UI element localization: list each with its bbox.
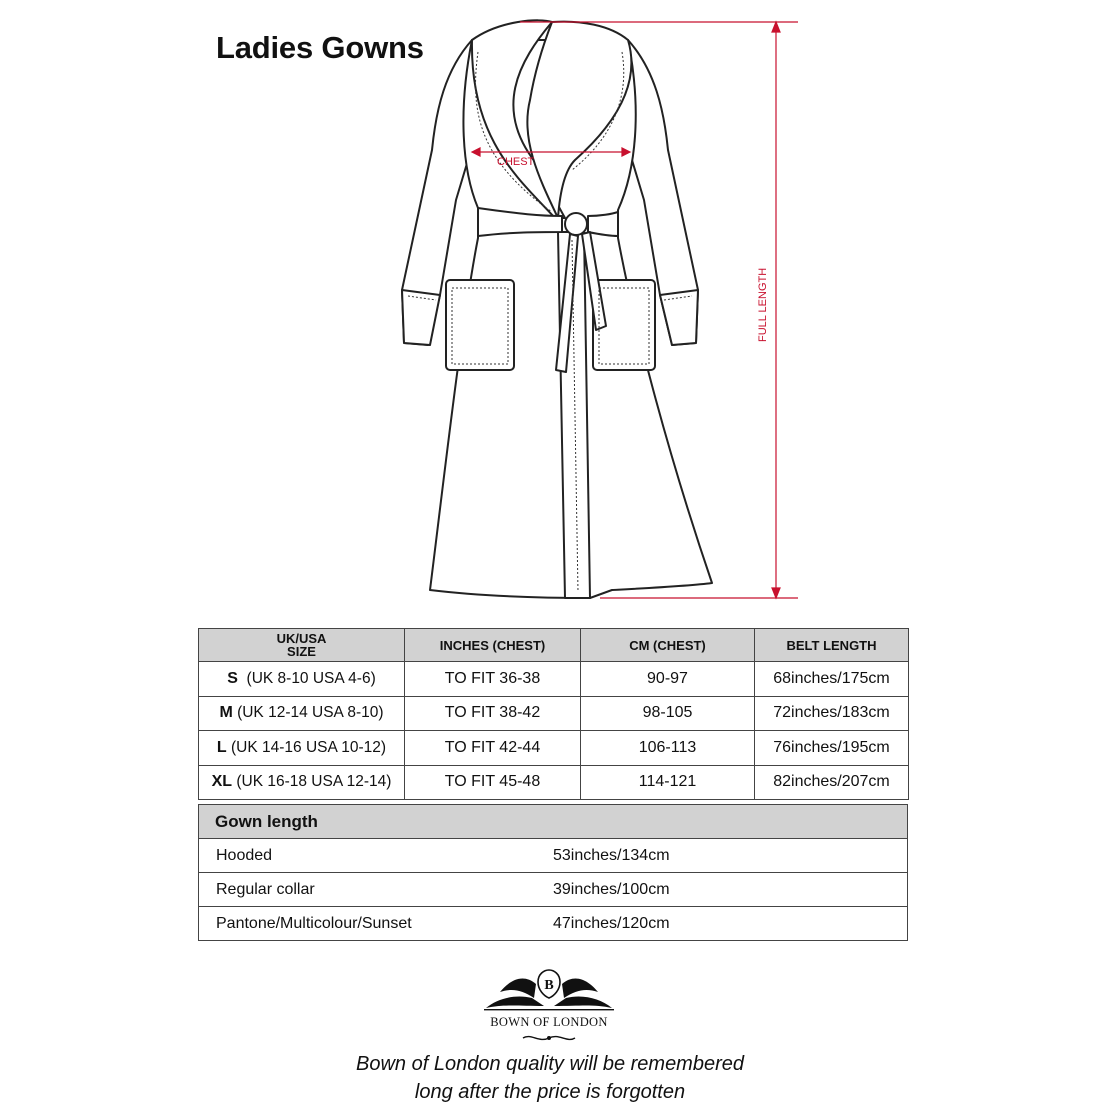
table-row bbox=[199, 731, 909, 766]
right-cuff bbox=[660, 290, 698, 345]
tagline-line-1: Bown of London quality will be remembered bbox=[356, 1053, 744, 1075]
table-row bbox=[199, 907, 908, 941]
length-name: Regular collar bbox=[199, 873, 554, 907]
length-value: 53inches/134cm bbox=[553, 839, 908, 873]
chest-label: CHEST bbox=[497, 156, 535, 168]
crest-monogram: B bbox=[544, 978, 554, 993]
inches-cell: TO FIT 42-44 bbox=[405, 731, 581, 766]
length-name: Pantone/Multicolour/Sunset bbox=[199, 907, 554, 941]
inches-cell: TO FIT 45-48 bbox=[405, 765, 581, 800]
full-length-label: FULL LENGTH bbox=[757, 267, 769, 342]
table-row bbox=[199, 662, 909, 697]
header-inches: INCHES (CHEST) bbox=[405, 629, 581, 662]
belt-knot bbox=[565, 213, 587, 235]
length-table-header bbox=[199, 805, 908, 839]
tagline-line-2: long after the price is forgotten bbox=[414, 1081, 686, 1103]
table-row bbox=[199, 696, 909, 731]
belt-cell: 72inches/183cm bbox=[755, 696, 909, 731]
size-cell: L (UK 14-16 USA 10-12) bbox=[199, 731, 405, 766]
page-title: Ladies Gowns bbox=[216, 30, 424, 65]
tagline bbox=[0, 1050, 1100, 1106]
belt-cell: 82inches/207cm bbox=[755, 765, 909, 800]
inches-cell: TO FIT 38-42 bbox=[405, 696, 581, 731]
belt-cell: 76inches/195cm bbox=[755, 731, 909, 766]
left-pocket bbox=[446, 280, 514, 370]
belt-right bbox=[588, 212, 618, 236]
ornament-icon bbox=[519, 1033, 579, 1043]
brand-logo bbox=[478, 968, 620, 1048]
size-table bbox=[198, 628, 909, 800]
length-value: 39inches/100cm bbox=[553, 873, 908, 907]
size-cell: XL (UK 16-18 USA 12-14) bbox=[199, 765, 405, 800]
table-row bbox=[199, 765, 909, 800]
cm-cell: 98-105 bbox=[581, 696, 755, 731]
cm-cell: 106-113 bbox=[581, 731, 755, 766]
length-value: 47inches/120cm bbox=[553, 907, 908, 941]
cm-cell: 90-97 bbox=[581, 662, 755, 697]
belt-cell: 68inches/175cm bbox=[755, 662, 909, 697]
length-header: Gown length bbox=[199, 805, 908, 839]
table-row bbox=[199, 839, 908, 873]
size-cell: S (UK 8-10 USA 4-6) bbox=[199, 662, 405, 697]
table-row bbox=[199, 873, 908, 907]
crest-icon bbox=[478, 968, 620, 1012]
size-cell: M (UK 12-14 USA 8-10) bbox=[199, 696, 405, 731]
brand-name: BOWN OF LONDON bbox=[490, 1015, 608, 1029]
header-belt: BELT LENGTH bbox=[755, 629, 909, 662]
length-name: Hooded bbox=[199, 839, 554, 873]
size-table-header bbox=[199, 629, 909, 662]
header-cm: CM (CHEST) bbox=[581, 629, 755, 662]
header-size: UK/USA SIZE bbox=[199, 629, 405, 662]
inches-cell: TO FIT 36-38 bbox=[405, 662, 581, 697]
length-table bbox=[198, 804, 908, 941]
cm-cell: 114-121 bbox=[581, 765, 755, 800]
